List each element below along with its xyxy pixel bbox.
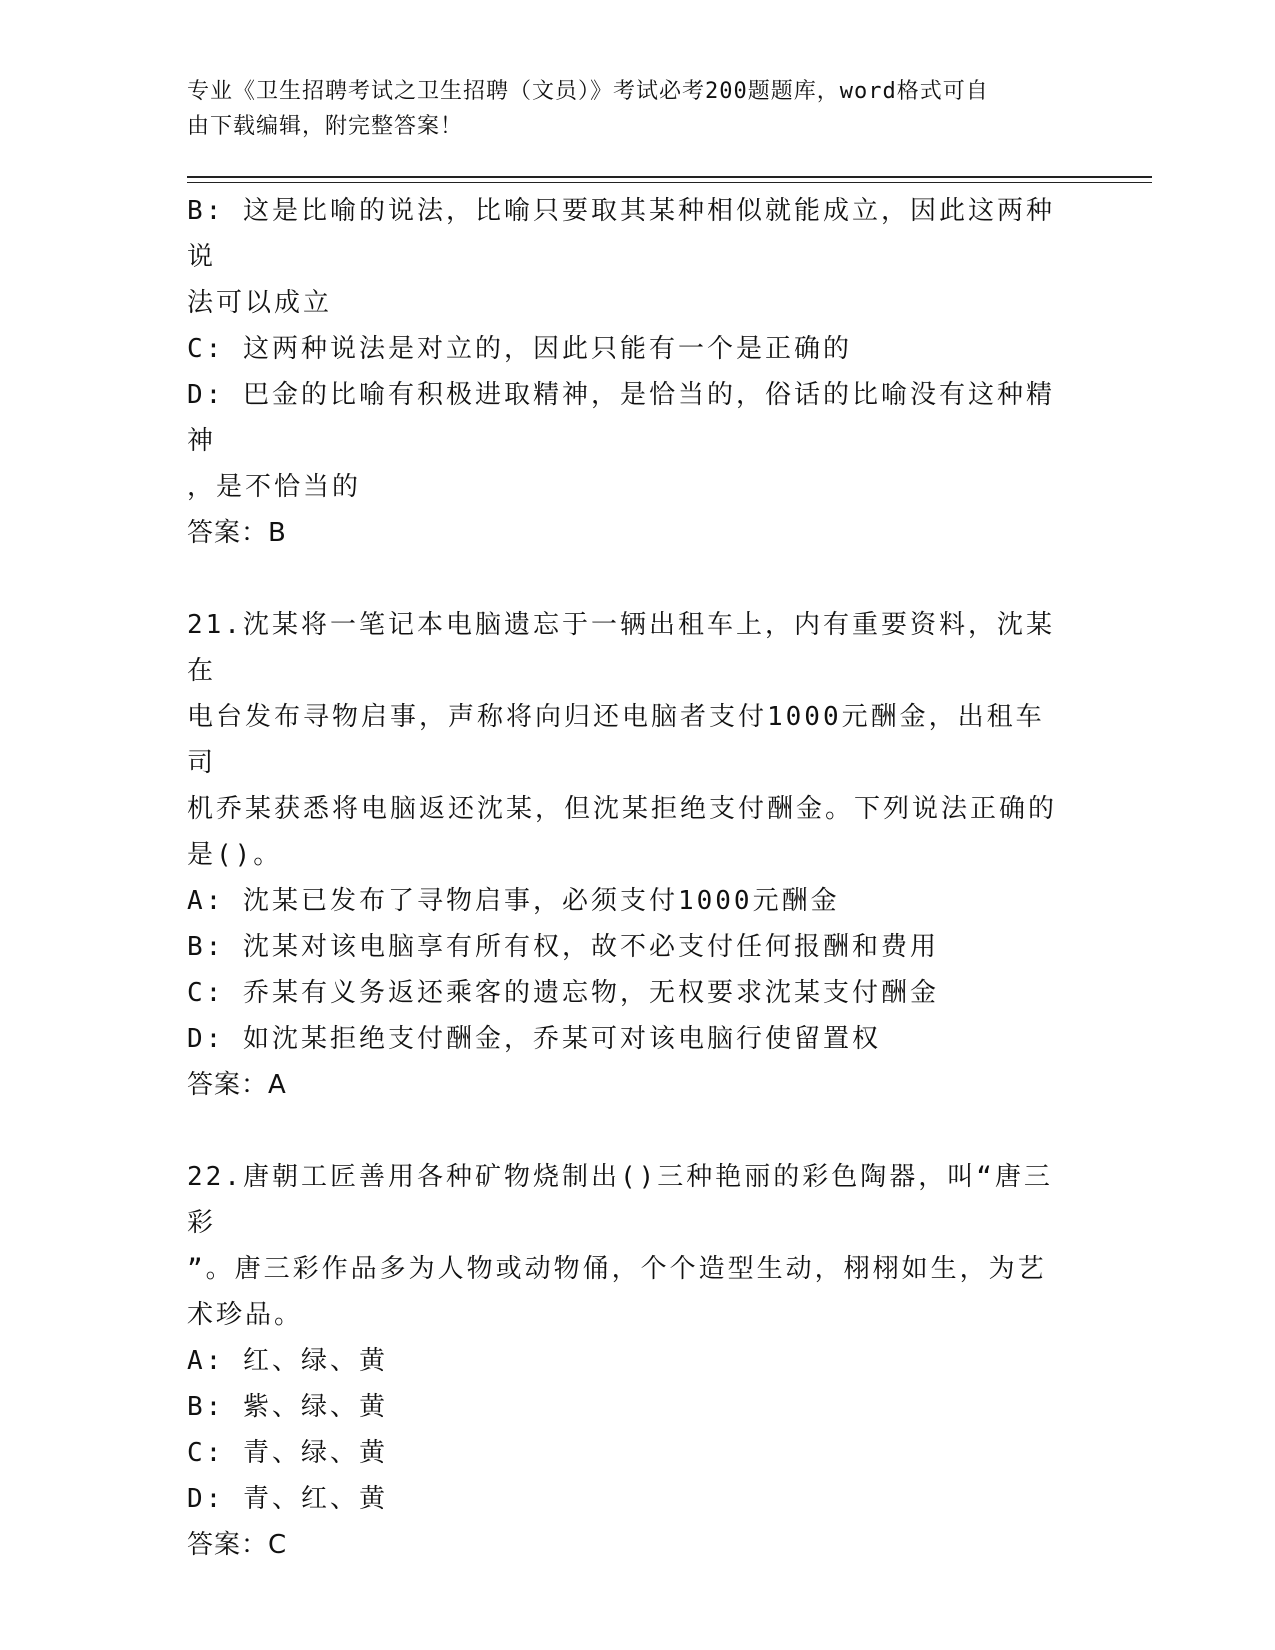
option-a: A: 沈某已发布了寻物启事，必须支付1000元酬金 (187, 886, 840, 916)
question-stem: 电台发布寻物启事，声称将向归还电脑者支付1000元酬金，出租车司 (187, 702, 1045, 778)
option-d: D: 青、红、黄 (187, 1484, 388, 1514)
option-a: A: 红、绿、黄 (187, 1346, 388, 1376)
answer: 答案：C (187, 1530, 288, 1560)
answer: 答案：B (187, 518, 287, 548)
header-divider-thick (187, 176, 1152, 178)
question-21 (187, 602, 1072, 1108)
header-line-1: 专业《卫生招聘考试之卫生招聘（文员）》考试必考200题题库，word格式可自 (187, 79, 989, 104)
option-b: B: 这是比喻的说法，比喻只要取其某种相似就能成立，因此这两种说 (187, 196, 1055, 272)
question-stem: 术珍品。 (187, 1300, 304, 1330)
option-c: C: 青、绿、黄 (187, 1438, 388, 1468)
spacer (187, 1108, 1072, 1154)
question-stem: 是()。 (187, 840, 283, 870)
option-d-cont: ，是不恰当的 (187, 472, 362, 502)
option-b: B: 紫、绿、黄 (187, 1392, 388, 1422)
question-stem: 21.沈某将一笔记本电脑遗忘于一辆出租车上，内有重要资料，沈某在 (187, 610, 1055, 686)
question-22 (187, 1154, 1072, 1568)
question-stem: 22.唐朝工匠善用各种矿物烧制出()三种艳丽的彩色陶器，叫“唐三彩 (187, 1162, 1053, 1238)
spacer (187, 556, 1072, 602)
option-d: D: 如沈某拒绝支付酬金，乔某可对该电脑行使留置权 (187, 1024, 881, 1054)
question-content (187, 188, 1072, 1568)
header-divider-thin (187, 182, 1152, 183)
option-c: C: 乔某有义务返还乘客的遗忘物，无权要求沈某支付酬金 (187, 978, 939, 1008)
question-stem: ”。唐三彩作品多为人物或动物俑，个个造型生动，栩栩如生，为艺 (187, 1254, 1047, 1284)
question-stem: 机乔某获悉将电脑返还沈某，但沈某拒绝支付酬金。下列说法正确的 (187, 794, 1058, 824)
option-d: D: 巴金的比喻有积极进取精神，是恰当的，俗话的比喻没有这种精神 (187, 380, 1055, 456)
answer: 答案：A (187, 1070, 287, 1100)
option-c: C: 这两种说法是对立的，因此只能有一个是正确的 (187, 334, 852, 364)
header-line-2: 由下载编辑，附完整答案！ (187, 114, 464, 139)
document-header (187, 74, 1067, 144)
option-b: B: 沈某对该电脑享有所有权，故不必支付任何报酬和费用 (187, 932, 939, 962)
question-20 (187, 188, 1072, 556)
option-b-cont: 法可以成立 (187, 288, 333, 318)
